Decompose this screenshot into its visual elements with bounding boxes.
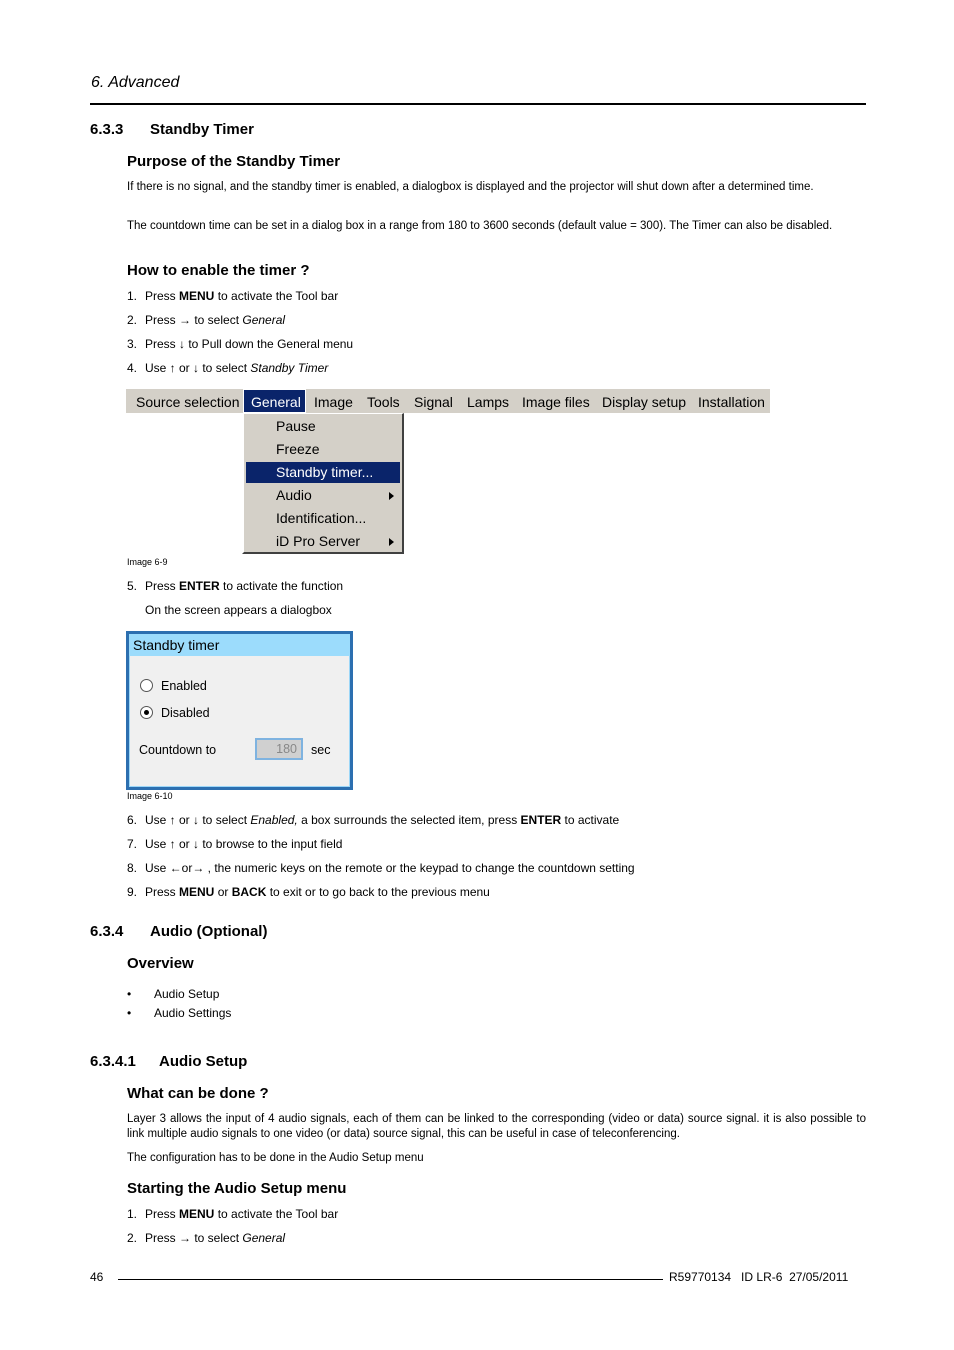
toolbar-item-image-files[interactable]: Image files	[522, 394, 590, 410]
what-heading: What can be done ?	[127, 1085, 269, 1102]
menu-toolbar	[126, 389, 770, 413]
step-9: 9. Press MENU or BACK to exit or to go back to the previous menu	[127, 885, 490, 899]
radio-selected-dot	[144, 710, 149, 715]
standby-timer-dialog	[126, 631, 353, 790]
audio-step-1: 1. Press MENU to activate the Tool bar	[127, 1207, 339, 1221]
menu-item-standby-timer[interactable]: Standby timer...	[246, 462, 400, 483]
menu-item-identification[interactable]: Identification...	[276, 510, 367, 526]
menu-item-freeze[interactable]: Freeze	[276, 441, 320, 457]
audio-step-2: 2. Press → to select General	[127, 1231, 286, 1245]
step-6: 6. Use ↑ or ↓ to select Enabled, a box surrounds the selected item, press ENTER to activate	[127, 813, 620, 827]
overview-heading: Overview	[127, 955, 194, 972]
footer-reference: R59770134 ID LR-6 27/05/2011	[669, 1270, 849, 1284]
section-heading-634: 6.3.4 Audio (Optional)	[90, 923, 268, 940]
step-5: 5. Press ENTER to activate the function	[127, 579, 344, 593]
enable-heading: How to enable the timer ?	[127, 262, 310, 279]
toolbar-item-signal[interactable]: Signal	[414, 394, 453, 410]
step-7: 7. Use ↑ or ↓ to browse to the input field	[127, 837, 343, 851]
what-paragraph-1: Layer 3 allows the input of 4 audio signals, each of them can be linked to the corresponding (video or data) source signal. it is also possible to link multiple audio signals to one video (or data) source signal, this can be useful in case of teleconferencing.	[127, 1113, 866, 1140]
countdown-unit: sec	[311, 743, 331, 757]
step-5-note: On the screen appears a dialogbox	[145, 603, 332, 617]
header-rule	[90, 103, 866, 105]
step-1: 1. Press MENU to activate the Tool bar	[127, 289, 339, 303]
general-dropdown-menu	[242, 413, 404, 554]
page-number: 46	[90, 1270, 104, 1284]
menu-item-pause[interactable]: Pause	[276, 418, 316, 434]
radio-enabled-label: Enabled	[161, 679, 207, 693]
image-caption-6-9: Image 6-9	[127, 557, 168, 567]
start-heading: Starting the Audio Setup menu	[127, 1180, 347, 1197]
list-item: • Audio Setup	[127, 987, 220, 1001]
radio-disabled[interactable]	[140, 706, 153, 719]
purpose-heading: Purpose of the Standby Timer	[127, 153, 341, 170]
radio-disabled-label: Disabled	[161, 706, 210, 720]
purpose-paragraph-2: The countdown time can be set in a dialog box in a range from 180 to 3600 seconds (default value = 300). The Timer can also be disabled.	[127, 220, 833, 232]
menu-item-id-pro-server[interactable]: iD Pro Server	[246, 531, 400, 552]
dialog-title: Standby timer	[129, 634, 350, 656]
toolbar-item-tools[interactable]: Tools	[367, 394, 400, 410]
toolbar-item-lamps[interactable]: Lamps	[467, 394, 510, 410]
toolbar-item-installation[interactable]: Installation	[698, 394, 765, 410]
list-item: • Audio Settings	[127, 1006, 232, 1020]
purpose-paragraph-1: If there is no signal, and the standby timer is enabled, a dialogbox is displayed and the projector will shut down after a determined time.	[127, 181, 814, 193]
submenu-arrow-icon	[389, 538, 394, 546]
step-4: 4. Use ↑ or ↓ to select Standby Timer	[127, 361, 329, 375]
menu-item-audio[interactable]: Audio	[246, 485, 400, 506]
image-caption-6-10: Image 6-10	[127, 791, 173, 801]
countdown-label: Countdown to	[139, 743, 217, 757]
what-paragraph-2: The configuration has to be done in the Audio Setup menu	[127, 1152, 424, 1164]
section-heading-633: 6.3.3 Standby Timer	[90, 121, 254, 138]
toolbar-item-image[interactable]: Image	[314, 394, 353, 410]
toolbar-item-source-selection[interactable]: Source selection	[136, 394, 240, 410]
step-3: 3. Press ↓ to Pull down the General menu	[127, 337, 354, 351]
step-2: 2. Press → to select General	[127, 313, 286, 327]
toolbar-item-general[interactable]: General	[243, 389, 306, 413]
footer-rule	[118, 1279, 663, 1280]
toolbar-item-display-setup[interactable]: Display setup	[602, 394, 687, 410]
radio-enabled[interactable]	[140, 679, 153, 692]
countdown-input[interactable]: 180	[255, 738, 303, 760]
chapter-header: 6. Advanced	[91, 74, 180, 91]
submenu-arrow-icon	[389, 492, 394, 500]
section-heading-6341: 6.3.4.1 Audio Setup	[90, 1053, 248, 1070]
step-8: 8. Use ←or→ , the numeric keys on the remote or the keypad to change the countdown setting	[127, 861, 635, 875]
